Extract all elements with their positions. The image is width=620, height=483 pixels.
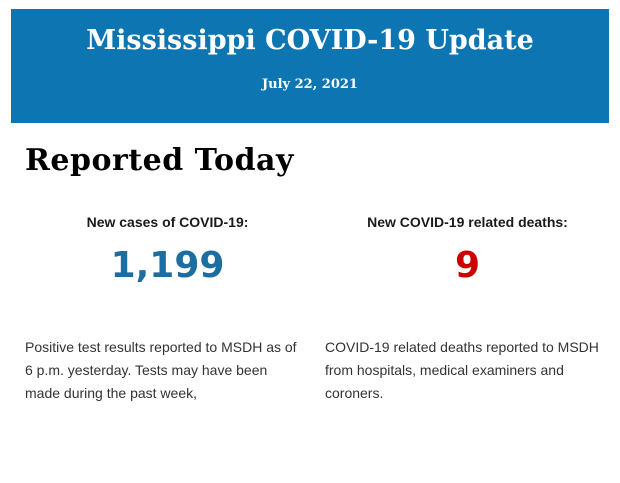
newsletter-title: Mississippi COVID-19 Update	[86, 25, 534, 56]
new-deaths-description: COVID-19 related deaths reported to MSDH from hospitals, medical examiners and coroners.	[325, 338, 599, 401]
stats-grid	[25, 214, 610, 405]
section-heading: Reported Today	[25, 143, 294, 178]
new-cases-value: 1,199	[110, 245, 225, 286]
newsletter-date: July 22, 2021	[262, 77, 358, 93]
new-deaths-value: 9	[454, 245, 481, 286]
new-cases-description: Positive test results reported to MSDH as of 6 p.m. yesterday. Tests may have been made during the past week,	[25, 338, 297, 401]
stat-new-deaths	[325, 214, 610, 405]
stat-new-cases	[25, 214, 310, 405]
header-banner	[11, 9, 609, 123]
new-cases-label: New cases of COVID-19:	[86, 214, 249, 230]
new-deaths-label: New COVID-19 related deaths:	[367, 214, 568, 230]
report-content	[0, 123, 620, 405]
